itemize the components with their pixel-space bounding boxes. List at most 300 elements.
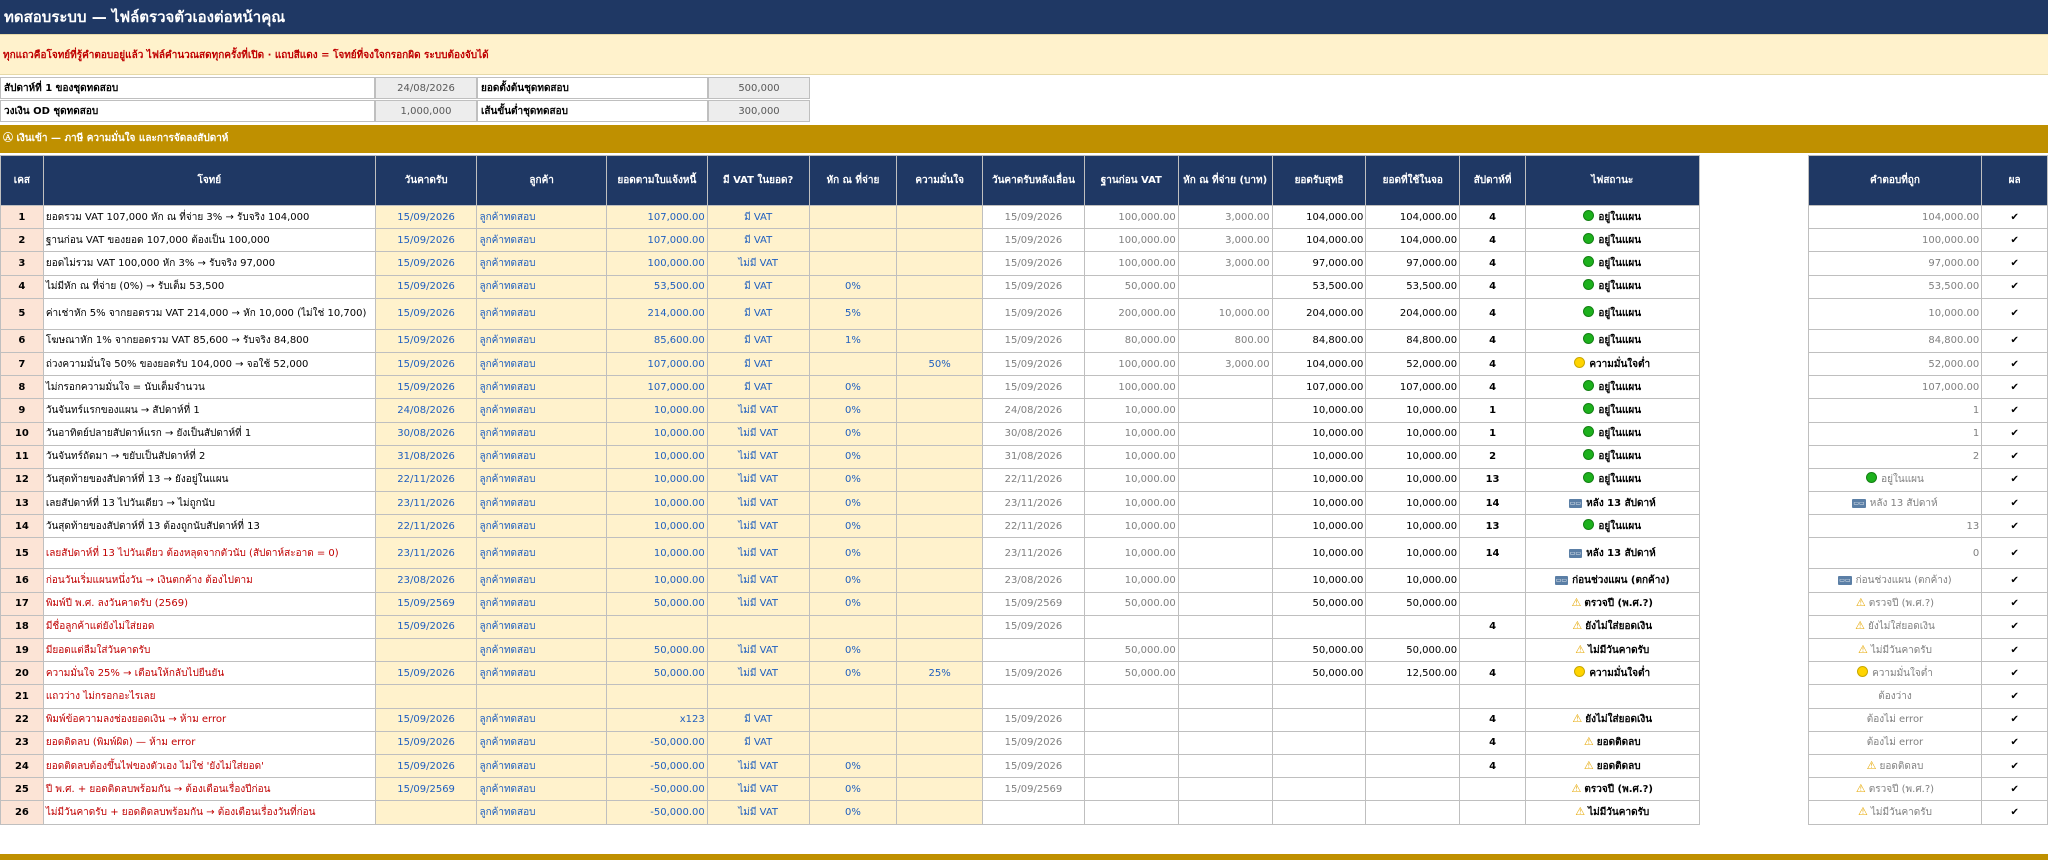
wht-cell[interactable]: 0% xyxy=(809,445,897,468)
table-row xyxy=(1,422,2048,445)
confidence-cell[interactable] xyxy=(897,538,983,569)
col-vat: มี VAT ในยอด? xyxy=(707,156,809,206)
wht-cell[interactable]: 0% xyxy=(809,492,897,515)
vat-cell[interactable]: มี VAT xyxy=(707,708,809,731)
confidence-cell[interactable] xyxy=(897,778,983,801)
result-check: ✔ xyxy=(1982,615,2048,638)
vat-cell[interactable]: มี VAT xyxy=(707,206,809,229)
status-cell xyxy=(1525,592,1699,615)
adjusted-date-cell: 15/09/2026 xyxy=(983,252,1085,275)
gap-cell xyxy=(1699,206,1808,229)
customer-cell[interactable]: ลูกค้าทดสอบ xyxy=(477,708,606,731)
table-row xyxy=(1,352,2048,375)
od-limit-value[interactable]: 1,000,000 xyxy=(375,100,477,122)
status-cell xyxy=(1525,685,1699,708)
vat-cell[interactable]: ไม่มี VAT xyxy=(707,569,809,592)
expected-cell xyxy=(1808,515,1982,538)
vat-cell[interactable]: ไม่มี VAT xyxy=(707,801,809,824)
vat-cell[interactable] xyxy=(707,615,809,638)
problem-text: ฐานก่อน VAT ของยอด 107,000 ต้องเป็น 100,000 xyxy=(43,229,375,252)
status-cell xyxy=(1525,376,1699,399)
confidence-cell[interactable] xyxy=(897,329,983,352)
wht-cell[interactable] xyxy=(809,731,897,754)
vat-cell[interactable]: ไม่มี VAT xyxy=(707,754,809,777)
customer-cell[interactable]: ลูกค้าทดสอบ xyxy=(477,229,606,252)
minimum-floor-value[interactable]: 300,000 xyxy=(708,100,810,122)
table-row xyxy=(1,229,2048,252)
confidence-cell[interactable] xyxy=(897,685,983,708)
status-text: อยู่ในแผน xyxy=(1598,381,1642,393)
confidence-cell[interactable] xyxy=(897,801,983,824)
base-cell: 100,000.00 xyxy=(1084,352,1178,375)
confidence-cell[interactable] xyxy=(897,229,983,252)
wht-cell[interactable] xyxy=(809,708,897,731)
invoice-amount-cell[interactable]: 107,000.00 xyxy=(606,206,707,229)
due-date-cell[interactable]: 15/09/2026 xyxy=(375,754,477,777)
status-cell xyxy=(1525,708,1699,731)
due-date-cell[interactable]: 15/09/2026 xyxy=(375,298,477,329)
gap-cell xyxy=(1699,352,1808,375)
due-date-cell[interactable]: 23/11/2026 xyxy=(375,492,477,515)
wht-cell[interactable] xyxy=(809,206,897,229)
result-check: ✔ xyxy=(1982,376,2048,399)
status-text: อยู่ในแผน xyxy=(1598,335,1642,347)
adjusted-date-cell: 31/08/2026 xyxy=(983,445,1085,468)
table-row xyxy=(1,376,2048,399)
expected-text: 13 xyxy=(1966,520,1980,532)
due-date-cell[interactable]: 15/09/2026 xyxy=(375,662,477,685)
used-amount-cell: 10,000.00 xyxy=(1366,468,1460,491)
used-amount-cell xyxy=(1366,615,1460,638)
expected-cell xyxy=(1808,252,1982,275)
invoice-amount-cell[interactable]: -50,000.00 xyxy=(606,778,707,801)
invoice-amount-cell[interactable]: 10,000.00 xyxy=(606,569,707,592)
wht-amount-cell xyxy=(1178,754,1272,777)
vat-cell[interactable]: ไม่มี VAT xyxy=(707,399,809,422)
week-cell: 14 xyxy=(1460,538,1526,569)
status-text: อยู่ในแผน xyxy=(1598,257,1642,269)
vat-cell[interactable]: ไม่มี VAT xyxy=(707,422,809,445)
problem-text: พิมพ์ปี พ.ศ. ลงวันคาดรับ (2569) xyxy=(43,592,375,615)
adjusted-date-cell: 22/11/2026 xyxy=(983,515,1085,538)
problem-text: มียอดแต่ลืมใส่วันคาดรับ xyxy=(43,639,375,662)
week-cell xyxy=(1460,778,1526,801)
result-check: ✔ xyxy=(1982,515,2048,538)
base-cell: 10,000.00 xyxy=(1084,399,1178,422)
due-date-cell[interactable]: 30/08/2026 xyxy=(375,422,477,445)
invoice-amount-cell[interactable]: 50,000.00 xyxy=(606,639,707,662)
status-cell xyxy=(1525,778,1699,801)
result-check: ✔ xyxy=(1982,662,2048,685)
table-row xyxy=(1,538,2048,569)
wht-cell[interactable] xyxy=(809,685,897,708)
wht-amount-cell: 10,000.00 xyxy=(1178,298,1272,329)
wht-cell[interactable] xyxy=(809,352,897,375)
customer-cell[interactable]: ลูกค้าทดสอบ xyxy=(477,778,606,801)
customer-cell[interactable]: ลูกค้าทดสอบ xyxy=(477,298,606,329)
confidence-cell[interactable] xyxy=(897,615,983,638)
table-row xyxy=(1,515,2048,538)
invoice-amount-cell[interactable]: 107,000.00 xyxy=(606,376,707,399)
used-amount-cell: 50,000.00 xyxy=(1366,592,1460,615)
due-date-cell[interactable]: 15/09/2026 xyxy=(375,252,477,275)
case-number: 16 xyxy=(1,569,44,592)
green-light-icon xyxy=(1583,279,1594,290)
due-date-cell[interactable]: 15/09/2026 xyxy=(375,731,477,754)
vat-cell[interactable]: ไม่มี VAT xyxy=(707,492,809,515)
vat-cell[interactable]: ไม่มี VAT xyxy=(707,639,809,662)
yellow-light-icon xyxy=(1574,666,1585,677)
wht-cell[interactable]: 0% xyxy=(809,515,897,538)
wht-cell[interactable]: 0% xyxy=(809,422,897,445)
customer-cell[interactable]: ลูกค้าทดสอบ xyxy=(477,275,606,298)
status-text: อยู่ในแผน xyxy=(1598,520,1642,532)
wht-cell[interactable] xyxy=(809,229,897,252)
week-cell: 4 xyxy=(1460,252,1526,275)
due-date-cell[interactable]: 15/09/2026 xyxy=(375,352,477,375)
confidence-cell[interactable] xyxy=(897,445,983,468)
due-date-cell[interactable]: 15/09/2026 xyxy=(375,329,477,352)
customer-cell[interactable]: ลูกค้าทดสอบ xyxy=(477,662,606,685)
week-cell: 4 xyxy=(1460,206,1526,229)
vat-cell[interactable]: มี VAT xyxy=(707,275,809,298)
week-cell xyxy=(1460,569,1526,592)
confidence-cell[interactable] xyxy=(897,468,983,491)
confidence-cell[interactable] xyxy=(897,422,983,445)
customer-cell[interactable]: ลูกค้าทดสอบ xyxy=(477,468,606,491)
warning-icon: ⚠ xyxy=(1857,804,1868,818)
expected-text: ก่อนช่วงแผน (ตกค้าง) xyxy=(1855,575,1952,587)
base-cell: 10,000.00 xyxy=(1084,538,1178,569)
vat-cell[interactable]: มี VAT xyxy=(707,352,809,375)
week1-value[interactable]: 24/08/2026 xyxy=(375,77,477,99)
status-cell xyxy=(1525,352,1699,375)
case-number: 2 xyxy=(1,229,44,252)
wht-amount-cell xyxy=(1178,801,1272,824)
table-row xyxy=(1,754,2048,777)
invoice-amount-cell[interactable]: 10,000.00 xyxy=(606,468,707,491)
used-amount-cell: 50,000.00 xyxy=(1366,639,1460,662)
confidence-cell[interactable] xyxy=(897,376,983,399)
status-cell xyxy=(1525,422,1699,445)
due-date-cell[interactable]: 23/11/2026 xyxy=(375,538,477,569)
result-check: ✔ xyxy=(1982,298,2048,329)
col-amount-used: ยอดที่ใช้ในจอ xyxy=(1366,156,1460,206)
due-date-cell[interactable]: 22/11/2026 xyxy=(375,468,477,491)
confidence-cell[interactable]: 50% xyxy=(897,352,983,375)
result-check: ✔ xyxy=(1982,399,2048,422)
confidence-cell[interactable] xyxy=(897,569,983,592)
test-cases-table xyxy=(0,155,2048,825)
invoice-amount-cell[interactable]: 100,000.00 xyxy=(606,252,707,275)
due-date-cell[interactable]: 15/09/2569 xyxy=(375,592,477,615)
invoice-amount-cell[interactable]: -50,000.00 xyxy=(606,801,707,824)
week-cell: 14 xyxy=(1460,492,1526,515)
vat-cell[interactable]: ไม่มี VAT xyxy=(707,468,809,491)
col-week: สัปดาห์ที่ xyxy=(1460,156,1526,206)
expected-cell xyxy=(1808,329,1982,352)
net-cell xyxy=(1272,731,1366,754)
due-date-cell[interactable]: 15/09/2026 xyxy=(375,376,477,399)
confidence-cell[interactable] xyxy=(897,399,983,422)
result-check: ✔ xyxy=(1982,445,2048,468)
due-date-cell[interactable]: 15/09/2026 xyxy=(375,206,477,229)
invoice-amount-cell[interactable] xyxy=(606,615,707,638)
invoice-amount-cell[interactable]: 10,000.00 xyxy=(606,515,707,538)
customer-cell[interactable]: ลูกค้าทดสอบ xyxy=(477,252,606,275)
invoice-amount-cell[interactable]: -50,000.00 xyxy=(606,731,707,754)
problem-text: ยอดไม่รวม VAT 100,000 หัก 3% → รับจริง 97,000 xyxy=(43,252,375,275)
customer-cell[interactable]: ลูกค้าทดสอบ xyxy=(477,801,606,824)
case-number: 22 xyxy=(1,708,44,731)
net-cell xyxy=(1272,754,1366,777)
invoice-amount-cell[interactable] xyxy=(606,685,707,708)
customer-cell[interactable]: ลูกค้าทดสอบ xyxy=(477,592,606,615)
invoice-amount-cell[interactable]: 107,000.00 xyxy=(606,352,707,375)
vat-cell[interactable]: ไม่มี VAT xyxy=(707,515,809,538)
invoice-amount-cell[interactable]: 107,000.00 xyxy=(606,229,707,252)
week-cell xyxy=(1460,801,1526,824)
adjusted-date-cell: 15/09/2026 xyxy=(983,298,1085,329)
status-cell xyxy=(1525,399,1699,422)
confidence-cell[interactable] xyxy=(897,515,983,538)
invoice-amount-cell[interactable]: 214,000.00 xyxy=(606,298,707,329)
vat-cell[interactable]: มี VAT xyxy=(707,731,809,754)
wht-cell[interactable]: 0% xyxy=(809,592,897,615)
status-text: ยังไม่ใส่ยอดเงิน xyxy=(1585,621,1653,633)
table-row xyxy=(1,445,2048,468)
base-cell xyxy=(1084,731,1178,754)
invoice-amount-cell[interactable]: 50,000.00 xyxy=(606,592,707,615)
invoice-amount-cell[interactable]: x123 xyxy=(606,708,707,731)
gap-cell xyxy=(1699,731,1808,754)
confidence-cell[interactable] xyxy=(897,731,983,754)
wht-cell[interactable]: 0% xyxy=(809,778,897,801)
wht-cell[interactable]: 0% xyxy=(809,399,897,422)
customer-cell[interactable]: ลูกค้าทดสอบ xyxy=(477,731,606,754)
customer-cell[interactable]: ลูกค้าทดสอบ xyxy=(477,376,606,399)
vat-cell[interactable] xyxy=(707,685,809,708)
vat-cell[interactable]: มี VAT xyxy=(707,376,809,399)
status-cell xyxy=(1525,662,1699,685)
wht-cell[interactable]: 1% xyxy=(809,329,897,352)
due-date-cell[interactable]: 15/09/2026 xyxy=(375,708,477,731)
table-row xyxy=(1,275,2048,298)
adjusted-date-cell: 15/09/2026 xyxy=(983,754,1085,777)
used-amount-cell: 53,500.00 xyxy=(1366,275,1460,298)
table-row xyxy=(1,298,2048,329)
table-row xyxy=(1,801,2048,824)
customer-cell[interactable]: ลูกค้าทดสอบ xyxy=(477,329,606,352)
adjusted-date-cell: 24/08/2026 xyxy=(983,399,1085,422)
due-date-cell[interactable]: 15/09/2026 xyxy=(375,229,477,252)
confidence-cell[interactable]: 25% xyxy=(897,662,983,685)
invoice-amount-cell[interactable]: 10,000.00 xyxy=(606,399,707,422)
expected-cell xyxy=(1808,538,1982,569)
invoice-amount-cell[interactable]: 10,000.00 xyxy=(606,492,707,515)
vat-cell[interactable]: ไม่มี VAT xyxy=(707,445,809,468)
due-date-cell[interactable]: 15/09/2026 xyxy=(375,275,477,298)
week-cell: 4 xyxy=(1460,275,1526,298)
gap-cell xyxy=(1699,801,1808,824)
due-date-cell[interactable]: 24/08/2026 xyxy=(375,399,477,422)
confidence-cell[interactable] xyxy=(897,298,983,329)
customer-cell[interactable]: ลูกค้าทดสอบ xyxy=(477,754,606,777)
confidence-cell[interactable] xyxy=(897,639,983,662)
table-row xyxy=(1,615,2048,638)
due-date-cell[interactable]: 15/09/2569 xyxy=(375,778,477,801)
result-check: ✔ xyxy=(1982,252,2048,275)
used-amount-cell xyxy=(1366,754,1460,777)
customer-cell[interactable]: ลูกค้าทดสอบ xyxy=(477,492,606,515)
confidence-cell[interactable] xyxy=(897,252,983,275)
case-number: 10 xyxy=(1,422,44,445)
invoice-amount-cell[interactable]: -50,000.00 xyxy=(606,754,707,777)
used-amount-cell: 10,000.00 xyxy=(1366,569,1460,592)
case-number: 4 xyxy=(1,275,44,298)
vat-cell[interactable]: ไม่มี VAT xyxy=(707,252,809,275)
table-row xyxy=(1,399,2048,422)
customer-cell[interactable]: ลูกค้าทดสอบ xyxy=(477,569,606,592)
gap-cell xyxy=(1699,592,1808,615)
wht-cell[interactable] xyxy=(809,252,897,275)
used-amount-cell: 104,000.00 xyxy=(1366,206,1460,229)
status-cell xyxy=(1525,468,1699,491)
net-cell: 107,000.00 xyxy=(1272,376,1366,399)
calendar-box-icon: ▭▭ xyxy=(1555,577,1568,585)
base-cell xyxy=(1084,685,1178,708)
confidence-cell[interactable] xyxy=(897,492,983,515)
problem-text: เลยสัปดาห์ที่ 13 ไปวันเดียว ต้องหลุดจากตัวนับ (สัปดาห์สะอาด = 0) xyxy=(43,538,375,569)
vat-cell[interactable]: มี VAT xyxy=(707,329,809,352)
invoice-amount-cell[interactable]: 53,500.00 xyxy=(606,275,707,298)
customer-cell[interactable]: ลูกค้าทดสอบ xyxy=(477,445,606,468)
confidence-cell[interactable] xyxy=(897,275,983,298)
base-cell: 50,000.00 xyxy=(1084,662,1178,685)
wht-cell[interactable] xyxy=(809,615,897,638)
expected-text: ต้องว่าง xyxy=(1878,690,1912,702)
vat-cell[interactable]: ไม่มี VAT xyxy=(707,538,809,569)
wht-cell[interactable]: 0% xyxy=(809,662,897,685)
net-cell: 53,500.00 xyxy=(1272,275,1366,298)
case-number: 3 xyxy=(1,252,44,275)
status-cell xyxy=(1525,275,1699,298)
adjusted-date-cell: 15/09/2026 xyxy=(983,615,1085,638)
customer-cell[interactable]: ลูกค้าทดสอบ xyxy=(477,352,606,375)
expected-text: 97,000.00 xyxy=(1928,257,1980,269)
green-light-icon xyxy=(1583,333,1594,344)
used-amount-cell: 10,000.00 xyxy=(1366,492,1460,515)
wht-cell[interactable]: 0% xyxy=(809,801,897,824)
vat-cell[interactable]: มี VAT xyxy=(707,298,809,329)
invoice-amount-cell[interactable]: 10,000.00 xyxy=(606,445,707,468)
due-date-cell[interactable]: 22/11/2026 xyxy=(375,515,477,538)
customer-cell[interactable]: ลูกค้าทดสอบ xyxy=(477,206,606,229)
customer-cell[interactable]: ลูกค้าทดสอบ xyxy=(477,615,606,638)
warning-icon: ⚠ xyxy=(1855,596,1866,610)
customer-cell[interactable]: ลูกค้าทดสอบ xyxy=(477,515,606,538)
expected-cell xyxy=(1808,754,1982,777)
week-cell: 4 xyxy=(1460,376,1526,399)
due-date-cell[interactable]: 31/08/2026 xyxy=(375,445,477,468)
wht-amount-cell xyxy=(1178,492,1272,515)
table-row xyxy=(1,685,2048,708)
case-number: 7 xyxy=(1,352,44,375)
used-amount-cell xyxy=(1366,708,1460,731)
expected-text: 10,000.00 xyxy=(1928,308,1980,320)
status-text: ยอดติดลบ xyxy=(1596,760,1641,772)
customer-cell[interactable]: ลูกค้าทดสอบ xyxy=(477,399,606,422)
case-number: 20 xyxy=(1,662,44,685)
customer-cell[interactable]: ลูกค้าทดสอบ xyxy=(477,639,606,662)
vat-cell[interactable]: ไม่มี VAT xyxy=(707,662,809,685)
net-cell: 10,000.00 xyxy=(1272,445,1366,468)
wht-cell[interactable]: 0% xyxy=(809,754,897,777)
expected-text: ยังไม่ใส่ยอดเงิน xyxy=(1867,621,1935,633)
case-number: 9 xyxy=(1,399,44,422)
due-date-cell[interactable]: 15/09/2026 xyxy=(375,615,477,638)
status-cell xyxy=(1525,731,1699,754)
wht-cell[interactable]: 0% xyxy=(809,569,897,592)
wht-cell[interactable]: 5% xyxy=(809,298,897,329)
base-cell: 50,000.00 xyxy=(1084,639,1178,662)
invoice-amount-cell[interactable]: 50,000.00 xyxy=(606,662,707,685)
vat-cell[interactable]: ไม่มี VAT xyxy=(707,592,809,615)
used-amount-cell xyxy=(1366,685,1460,708)
invoice-amount-cell[interactable]: 10,000.00 xyxy=(606,538,707,569)
col-status: ไฟสถานะ xyxy=(1525,156,1699,206)
status-text: ตรวจปี (พ.ศ.?) xyxy=(1584,598,1654,610)
confidence-cell[interactable] xyxy=(897,206,983,229)
wht-cell[interactable]: 0% xyxy=(809,275,897,298)
expected-cell xyxy=(1808,229,1982,252)
customer-cell[interactable] xyxy=(477,685,606,708)
vat-cell[interactable]: ไม่มี VAT xyxy=(707,778,809,801)
confidence-cell[interactable] xyxy=(897,592,983,615)
wht-cell[interactable]: 0% xyxy=(809,538,897,569)
due-date-cell[interactable] xyxy=(375,801,477,824)
week-cell: 4 xyxy=(1460,615,1526,638)
warning-icon: ⚠ xyxy=(1575,804,1586,818)
wht-cell[interactable]: 0% xyxy=(809,468,897,491)
table-row xyxy=(1,569,2048,592)
result-check: ✔ xyxy=(1982,352,2048,375)
confidence-cell[interactable] xyxy=(897,754,983,777)
confidence-cell[interactable] xyxy=(897,708,983,731)
expected-cell xyxy=(1808,801,1982,824)
col-confidence: ความมั่นใจ xyxy=(897,156,983,206)
case-number: 24 xyxy=(1,754,44,777)
status-text: ยอดติดลบ xyxy=(1596,737,1641,749)
customer-cell[interactable]: ลูกค้าทดสอบ xyxy=(477,422,606,445)
invoice-amount-cell[interactable]: 85,600.00 xyxy=(606,329,707,352)
due-date-cell[interactable] xyxy=(375,685,477,708)
expected-text: ต้องไม่ error xyxy=(1866,714,1924,726)
invoice-amount-cell[interactable]: 10,000.00 xyxy=(606,422,707,445)
gap-cell xyxy=(1699,376,1808,399)
vat-cell[interactable]: มี VAT xyxy=(707,229,809,252)
case-number: 15 xyxy=(1,538,44,569)
status-cell xyxy=(1525,445,1699,468)
result-check: ✔ xyxy=(1982,754,2048,777)
customer-cell[interactable]: ลูกค้าทดสอบ xyxy=(477,538,606,569)
due-date-cell[interactable]: 23/08/2026 xyxy=(375,569,477,592)
opening-balance-label: ยอดตั้งต้นชุดทดสอบ xyxy=(477,77,708,99)
due-date-cell[interactable] xyxy=(375,639,477,662)
wht-cell[interactable]: 0% xyxy=(809,376,897,399)
opening-balance-value[interactable]: 500,000 xyxy=(708,77,810,99)
wht-cell[interactable]: 0% xyxy=(809,639,897,662)
